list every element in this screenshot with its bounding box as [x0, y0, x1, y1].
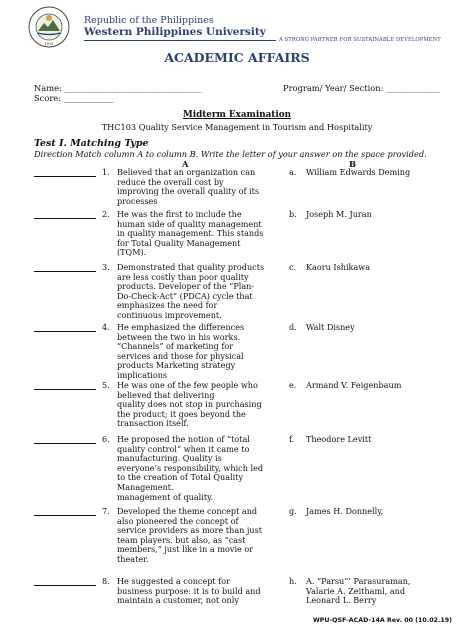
item-number: 4.	[102, 322, 110, 332]
question-line: He emphasized the differences	[117, 322, 245, 332]
item-number: 2.	[102, 209, 110, 219]
answer-line: Theodore Levitt	[306, 434, 372, 444]
choice-answer	[306, 435, 456, 445]
answer-line: William Edwards Deming	[306, 167, 411, 177]
program-field[interactable]: Program/ Year/ Section: _____________	[283, 83, 441, 93]
question-line: products. Developer of the “Plan-	[117, 281, 255, 292]
question-line: reduce the overall cost by	[117, 176, 224, 187]
form-code: WPU-QSF-ACAD-14A Rev. 00 (10.02.19)	[312, 617, 452, 624]
question-line: for Total Quality Management	[117, 237, 241, 248]
column-a-header: A	[182, 159, 189, 169]
item-question	[117, 435, 269, 502]
answer-blank[interactable]	[34, 585, 96, 586]
question-line: also pioneered the concept of	[117, 515, 239, 526]
choice-answer	[306, 323, 456, 333]
answer-line: Walt Disney	[306, 322, 355, 332]
question-line: continuous improvement.	[117, 309, 222, 320]
answer-blank[interactable]	[34, 271, 96, 272]
question-line: He was the first to include the	[117, 209, 242, 219]
question-line: to the creation of Total Quality	[117, 472, 244, 483]
column-b-header: B	[349, 159, 357, 169]
question-line: Demonstrated that quality products	[117, 262, 265, 272]
item-number: 3.	[102, 262, 110, 272]
question-line: management of quality.	[117, 491, 214, 502]
choice-letter: f.	[289, 434, 295, 444]
question-line: in quality management. This stands	[117, 228, 264, 239]
question-line: services and those for physical	[117, 350, 244, 361]
answer-line: Leonard L. Berry	[306, 595, 377, 606]
question-line: products Marketing strategy	[117, 360, 236, 371]
university-tagline: A STRONG PARTNER FOR SUSTAINABLE DEVELOPMENT	[276, 37, 444, 43]
answer-line: Armand V. Feigenbaum	[306, 380, 402, 390]
answer-blank[interactable]	[34, 218, 96, 219]
answer-blank[interactable]	[34, 389, 96, 390]
item-number: 6.	[102, 434, 110, 444]
university-seal-logo	[28, 6, 70, 48]
choice-letter: d.	[289, 322, 297, 332]
question-line: manufacturing. Quality is	[117, 453, 222, 464]
question-line: maintain a customer, not only	[117, 595, 239, 606]
item-question	[117, 210, 269, 258]
item-question	[117, 263, 269, 321]
item-number: 8.	[102, 576, 110, 586]
question-line: members,” just like in a movie or	[117, 544, 254, 555]
item-question	[117, 381, 269, 429]
question-line: (TQM).	[117, 247, 147, 258]
item-number: 5.	[102, 380, 110, 390]
question-line: service providers as more than just	[117, 525, 263, 536]
question-line: Believed that an organization can	[117, 167, 256, 177]
question-line: transaction itself.	[117, 418, 189, 429]
choice-letter: h.	[289, 576, 297, 586]
question-line: processes	[117, 195, 158, 206]
question-line: business purpose: it is to build and	[117, 585, 261, 596]
question-line: He was one of the few people who	[117, 380, 258, 390]
university-name: Western Philippines University	[84, 26, 266, 38]
question-line: team players. but also, as “cast	[117, 534, 246, 545]
answer-blank[interactable]	[34, 515, 96, 516]
score-field[interactable]: Score: ____________	[34, 93, 114, 103]
choice-answer	[306, 263, 456, 273]
answer-blank[interactable]	[34, 176, 96, 177]
choice-letter: g.	[289, 506, 297, 516]
choice-letter: e.	[289, 380, 297, 390]
question-line: are less costly than poor quality	[117, 271, 249, 282]
answer-line: Joseph M. Juran	[306, 209, 372, 219]
choice-answer	[306, 168, 456, 178]
choice-letter: a.	[289, 167, 297, 177]
question-line: He proposed the notion of “total	[117, 434, 250, 444]
course-title: THC103 Quality Service Management in Tourism and Hospitality	[101, 122, 373, 132]
question-line: improving the overall quality of its	[117, 186, 260, 197]
department-title: ACADEMIC AFFAIRS	[164, 50, 310, 65]
answer-line: Kaoru Ishikawa	[306, 262, 371, 272]
item-question	[117, 507, 269, 565]
question-line: emphasizes the need for	[117, 300, 218, 311]
answer-blank[interactable]	[34, 331, 96, 332]
answer-line: A. “Parsu”’ Parasuraman,	[306, 576, 411, 586]
item-question	[117, 577, 269, 606]
republic-text: Republic of the Philippines	[84, 15, 214, 26]
item-question	[117, 168, 269, 206]
directions-text: Direction Match column A to column B. Write the letter of your answer on the space provided.	[34, 149, 427, 159]
item-number: 7.	[102, 506, 110, 516]
question-line: He suggested a concept for	[117, 576, 230, 586]
choice-letter: c.	[289, 262, 297, 272]
question-line: quality control” when it came to	[117, 443, 250, 454]
question-line: the product; it goes beyond the	[117, 408, 246, 419]
question-line: Management.	[117, 481, 174, 492]
item-question	[117, 323, 269, 381]
choice-answer	[306, 507, 456, 517]
question-line: believed that delivering	[117, 389, 215, 400]
question-line: everyone’s responsibility, which led	[117, 462, 264, 473]
answer-line: James H. Donnelly,	[306, 506, 384, 516]
choice-answer	[306, 210, 456, 220]
question-line: between the two in his works.	[117, 331, 241, 342]
item-number: 1.	[102, 167, 110, 177]
question-line: human side of quality management	[117, 218, 262, 229]
question-line: “Channels” of marketing for	[117, 341, 234, 352]
name-field[interactable]: Name: _________________________________	[34, 83, 202, 93]
question-line: quality does not stop in purchasing	[117, 399, 262, 410]
svg-text:1910: 1910	[44, 42, 54, 46]
answer-line: Valarie A. Zeithaml, and	[306, 585, 406, 596]
choice-answer	[306, 381, 456, 391]
question-line: Developed the theme concept and	[117, 506, 258, 516]
question-line: Do-Check-Act” (PDCA) cycle that	[117, 290, 253, 301]
answer-blank[interactable]	[34, 443, 96, 444]
page-header	[0, 0, 474, 80]
choice-answer	[306, 577, 456, 606]
exam-title: Midterm Examination	[183, 110, 291, 120]
choice-letter: b.	[289, 209, 297, 219]
test-heading: Test I. Matching Type	[34, 138, 149, 149]
question-line: theater.	[117, 553, 149, 564]
question-line: implications	[117, 369, 168, 380]
